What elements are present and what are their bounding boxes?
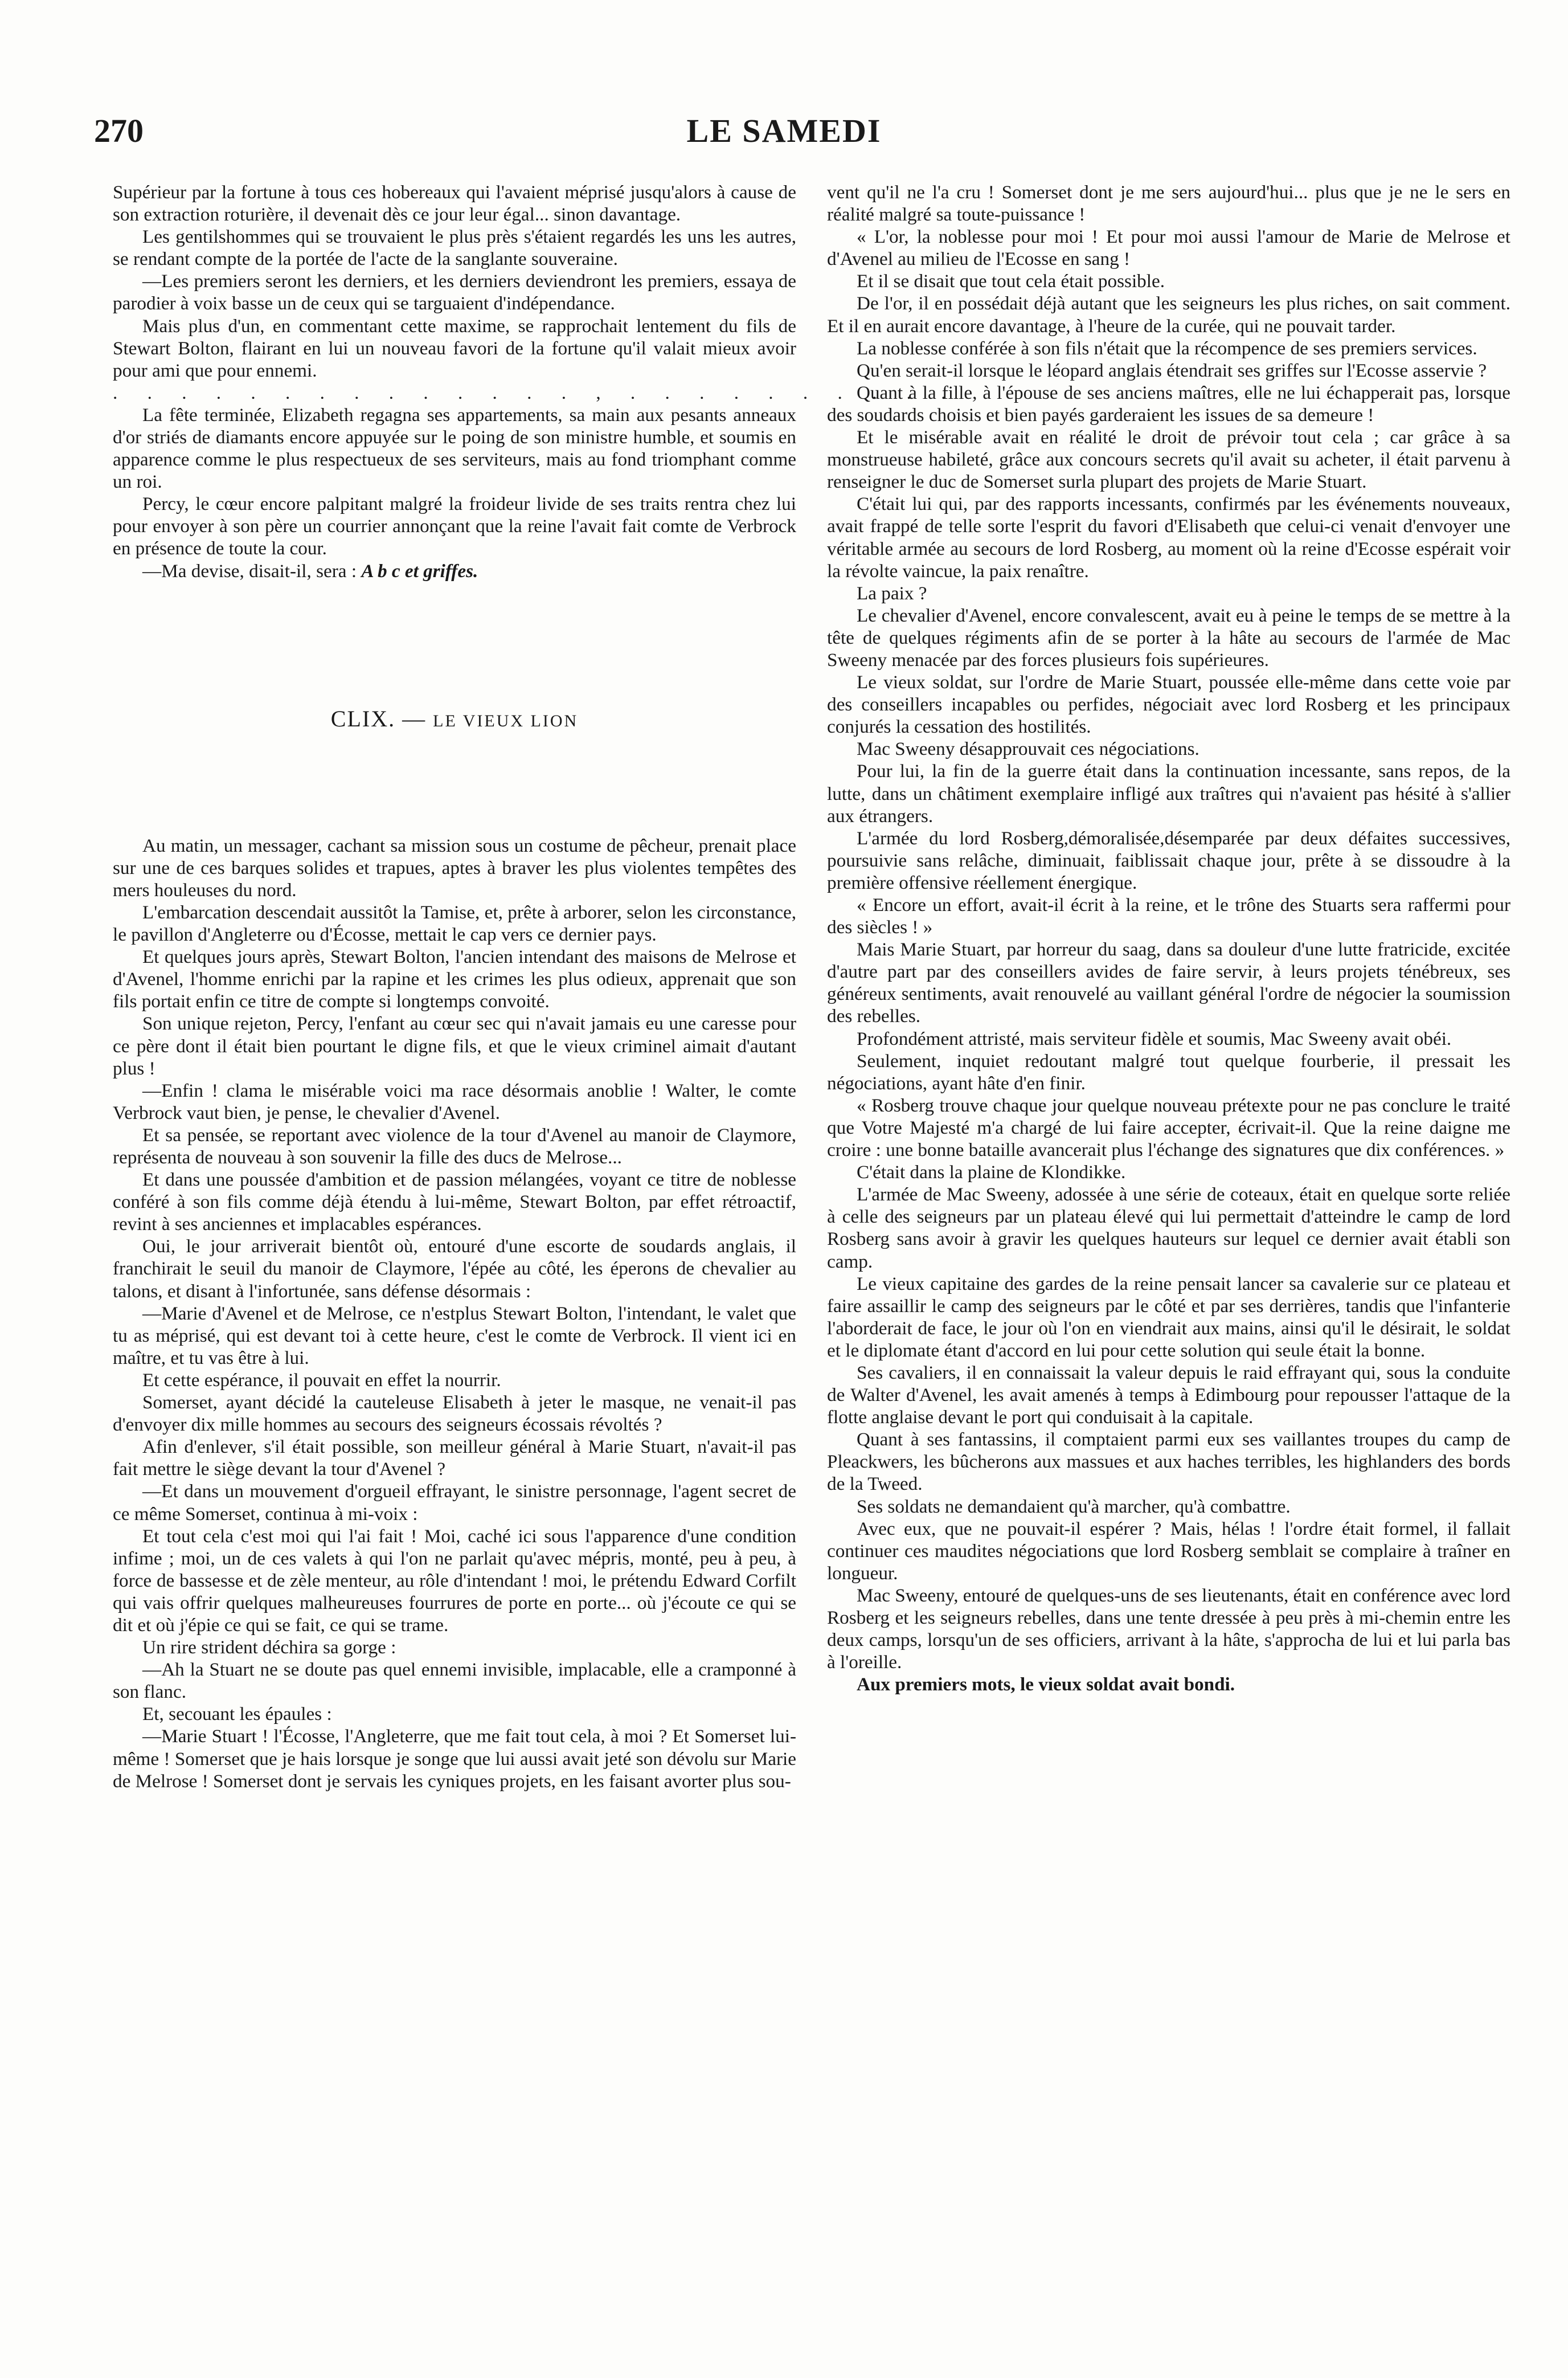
running-title: LE SAMEDI [686, 112, 882, 149]
paragraph: « Encore un effort, avait-il écrit à la reine, et le trône des Stuarts sera raffermi pour des siècles ! » [827, 894, 1510, 938]
motto-italic: A b c et griffes. [361, 560, 478, 582]
paragraph: —Marie Stuart ! l'Écosse, l'Angleterre, que me fait tout cela, à moi ? Et Somerset lui-même ! Somerset que je hais lorsque je songe que lui aussi avait jeté son dévolu sur Marie de Melrose ! Somerset dont je servais les cyniques projets, en les faisant avorter plus sou- [113, 1726, 796, 1792]
paragraph: C'était dans la plaine de Klondikke. [857, 1162, 1126, 1183]
paragraph: Quant à ses fantassins, il comptaient parmi eux ses vaillantes troupes du camp de Pleackwers, les bûcherons aux massues et aux haches terribles, les highlanders des bords de la Tweed. [827, 1429, 1510, 1495]
paragraph: Ses soldats ne demandaient qu'à marcher, qu'à combattre. [857, 1496, 1291, 1517]
paragraph: C'était lui qui, par des rapports incessants, confirmés par les événements nouveaux, avait frappé de telle sorte l'esprit du favori d'Elisabeth que celui-ci venait d'envoyer une véritable armée au secours de lord Rosberg, au moment où la reine d'Ecosse espérait voir la révolte vaincue, la paix renaître. [827, 493, 1510, 582]
paragraph: L'armée du lord Rosberg,démoralisée,désemparée par deux défaites successives, poursuivie sans relâche, diminuait, faiblissait chaque jour, prête à se dissoudre à la première offensive réellement énergique. [827, 827, 1510, 893]
paragraph: Et il se disait que tout cela était possible. [857, 271, 1165, 292]
paragraph: Supérieur par la fortune à tous ces hobereaux qui l'avaient méprisé jusqu'alors à cause de son extraction roturière, il devenait dès ce jour leur égal... sinon davantage. [113, 182, 796, 226]
paragraph: —Ah la Stuart ne se doute pas quel ennemi invisible, implacable, elle a cramponné à son flanc. [113, 1659, 796, 1703]
paragraph: Le vieux soldat, sur l'ordre de Marie Stuart, poussée elle-même dans cette voie par des conseillers incapables ou perfides, négociait avec lord Rosberg et les principaux conjurés la cessation des hostilités. [827, 672, 1510, 738]
paragraph: Et tout cela c'est moi qui l'ai fait ! Moi, caché ici sous l'apparence d'une condition infime ; moi, un de ces valets à qui l'on ne parlait qu'avec mépris, monté, peu à peu, à force de bassesse et de zèle menteur, au rôle d'intendant ! moi, le prétendu Edward Corfilt qui vais offrir quelques malheureuses fourrures de porte en porte... où j'écoute ce qui se dit et où j'épie ce qui se fait, ce qui se trame. [113, 1525, 796, 1636]
paragraph-final: Aux premiers mots, le vieux soldat avait bondi. [857, 1674, 1235, 1695]
paragraph: Afin d'enlever, s'il était possible, son meilleur général à Marie Stuart, n'avait-il pas fait mettre le siège devant la tour d'Avenel ? [113, 1436, 796, 1480]
paragraph: vent qu'il ne l'a cru ! Somerset dont je me sers aujourd'hui... plus que je ne le sers en réalité malgré sa toute-puissance ! [827, 182, 1510, 226]
motto-prefix: —Ma devise, disait-il, sera : [142, 560, 362, 582]
paragraph: Le chevalier d'Avenel, encore convalescent, avait eu à peine le temps de se mettre à la tête de quelques régiments afin de se porter à la hâte au secours de l'armée de Mac Sweeny menacée par des forces plusieurs fois supérieures. [827, 604, 1510, 671]
paragraph: —Et dans un mouvement d'orgueil effrayant, le sinistre personnage, l'agent secret de ce même Somerset, continua à mi-voix : [113, 1481, 796, 1525]
paragraph: Un rire strident déchira sa gorge : [142, 1637, 396, 1658]
chapter-number: CLIX. — [330, 705, 433, 732]
paragraph: Mais plus d'un, en commentant cette maxime, se rapprochait lentement du fils de Stewart Bolton, flairant en lui un nouveau favori de la fortune qu'il valait mieux avoir pour ami que pour ennemi. [113, 315, 796, 381]
paragraph: Seulement, inquiet redoutant malgré tout quelque fourberie, il pressait les négociations, ayant hâte d'en finir. [827, 1050, 1510, 1094]
page-number: 270 [94, 112, 144, 149]
paragraph: Et le misérable avait en réalité le droit de prévoir tout cela ; car grâce à sa monstrueuse habileté, grâce aux concours secrets qu'il avait su acheter, il était parvenu à renseigner le duc de Somerset surla plupart des projets de Marie Stuart. [827, 427, 1510, 493]
paragraph: La noblesse conférée à son fils n'était que la récompence de ses premiers services. [857, 337, 1477, 359]
paragraph: —Enfin ! clama le misérable voici ma race désormais anoblie ! Walter, le comte Verbrock vaut bien, je pense, le chevalier d'Avenel. [113, 1080, 796, 1123]
right-column [827, 181, 1510, 1695]
paragraph: —Les premiers seront les derniers, et les derniers deviendront les premiers, essaya de parodier à voix basse un de ceux qui se targuaient d'indépendance. [113, 271, 796, 314]
paragraph: Mac Sweeny désapprouvait ces négociations. [857, 738, 1199, 760]
paragraph: De l'or, il en possédait déjà autant que les seigneurs les plus riches, on sait comment. Et il en aurait encore davantage, à l'heure de la curée, qui ne pouvait tarder. [827, 293, 1510, 337]
paragraph: Mais Marie Stuart, par horreur du saag, dans sa douleur d'une lutte fratricide, excitée d'autre part par des conseillers avides de faire servir, à leurs projets ténébreux, ses généreux sentiments, avait renouvelé au vaillant général l'ordre de négocier la soumission des rebelles. [827, 939, 1510, 1027]
paragraph: Somerset, ayant décidé la cauteleuse Elisabeth à jeter le masque, ne venait-il pas d'envoyer dix mille hommes au secours des seigneurs écossais révoltés ? [113, 1392, 796, 1436]
paragraph: L'embarcation descendait aussitôt la Tamise, et, prête à arborer, selon les circonstance, le pavillon d'Angleterre ou d'Écosse, mettait le cap vers ce dernier pays. [113, 901, 796, 946]
paragraph: La fête terminée, Elizabeth regagna ses appartements, sa main aux pesants anneaux d'or striés de diamants encore appuyée sur le poing de son ministre humble, et soumis en apparence comme le plus respectueux de ses serviteurs, mais au fond triomphant comme un roi. [113, 404, 796, 493]
paragraph: Et sa pensée, se reportant avec violence de la tour d'Avenel au manoir de Claymore, représenta de nouveau à son souvenir la fille des ducs de Melrose... [113, 1124, 796, 1168]
paragraph: Et quelques jours après, Stewart Bolton, l'ancien intendant des maisons de Melrose et d'Avenel, l'homme enrichi par la rapine et les crimes les plus odieux, apprenait que son fils portait enfin ce titre de compte si longtemps convoité. [113, 946, 796, 1012]
paragraph: Et cette espérance, il pouvait en effet la nourrir. [142, 1369, 501, 1391]
chapter-heading [113, 705, 796, 732]
chapter-title: LE VIEUX LION [433, 711, 579, 730]
paragraph: Quant à la fille, à l'épouse de ses anciens maîtres, elle ne lui échapperait pas, lorsque des soudards choisis et bien payés garderaient les issues de sa demeure ! [827, 382, 1510, 426]
paragraph: Son unique rejeton, Percy, l'enfant au cœur sec qui n'avait jamais eu une caresse pour ce père dont il était bien pourtant le digne fils, et que le vieux criminel aimait d'autant plus ! [113, 1013, 796, 1079]
paragraph: Pour lui, la fin de la guerre était dans la continuation incessante, sans repos, de la lutte, dans un châtiment exemplaire infligé aux traîtres qui n'avaient pas hésité à s'allier aux étrangers. [827, 761, 1510, 827]
paragraph: « Rosberg trouve chaque jour quelque nouveau prétexte pour ne pas conclure le traité que Votre Majesté m'a chargé de lui faire accepter, écrivait-il. Que la reine daigne me croire : une bonne bataille avancerait plus l'échange des signatures que dix conférences. » [827, 1094, 1510, 1161]
paragraph: Ses cavaliers, il en connaissait la valeur depuis le raid effrayant qui, sous la conduite de Walter d'Avenel, les avait amenés à temps à Edimbourg pour repousser l'attaque de la flotte anglaise devant le port qui conduisait à la capitale. [827, 1362, 1510, 1428]
paragraph: La paix ? [857, 582, 927, 604]
paragraph: Le vieux capitaine des gardes de la reine pensait lancer sa cavalerie sur ce plateau et faire assaillir le camp des seigneurs par le côté et par ses derrières, tandis que l'infanterie l'aborderait de face, le jour où l'on en viendrait aux mains, ainsi qu'il le désirait, le soldat et le diplomate étant d'accord en lui pour cette solution qui seule était la bonne. [827, 1273, 1510, 1361]
paragraph: —Marie d'Avenel et de Melrose, ce n'estplus Stewart Bolton, l'intendant, le valet que tu as méprisé, qui est devant toi à cette heure, c'est le comte de Verbrock. Il vient ici en maître, et tu vas être à lui. [113, 1302, 796, 1368]
paragraph: Et dans une poussée d'ambition et de passion mélangées, voyant ce titre de noblesse conféré à son fils comme déjà étendu à lui-même, Stewart Bolton, par effet rétroactif, revint à ses anciennes et implacables espérances. [113, 1169, 796, 1235]
paragraph: Mac Sweeny, entouré de quelques-uns de ses lieutenants, était en conférence avec lord Rosberg et les seigneurs rebelles, dans une tente dressée à peu près à mi-chemin entre les deux camps, lorsqu'un de ses officiers, arrivant à la hâte, s'approcha de lui et lui parla bas à l'oreille. [827, 1584, 1510, 1673]
motto-line [113, 560, 796, 582]
section-separator: . . . . . . . . . . . . . . , . . . . . . . . . . [113, 382, 959, 403]
paragraph: Profondément attristé, mais serviteur fidèle et soumis, Mac Sweeny avait obéi. [857, 1028, 1452, 1049]
paragraph: Les gentilshommes qui se trouvaient le plus près s'étaient regardés les uns les autres, se rendant compte de la portée de l'acte de la sanglante souveraine. [113, 226, 796, 270]
paragraph: Percy, le cœur encore palpitant malgré la froideur livide de ses traits rentra chez lui pour envoyer à son père un courrier annonçant que la reine l'avait fait comte de Verbrock en présence de toute la cour. [113, 493, 796, 559]
paragraph: Qu'en serait-il lorsque le léopard anglais étendrait ses griffes sur l'Ecosse asservie ? [857, 359, 1487, 381]
paragraph: L'armée de Mac Sweeny, adossée à une série de coteaux, était en quelque sorte reliée à celle des seigneurs par un plateau élevé qui lui permettait d'atteindre le camp de lord Rosberg sans avoir à gravir les quelques hauteurs sur lequel ce dernier avait établi son camp. [827, 1184, 1510, 1272]
paragraph: Avec eux, que ne pouvait-il espérer ? Mais, hélas ! l'ordre était formel, il fallait continuer ces maudites négociations que lord Rosberg semblait se complaire à traîner en longueur. [827, 1518, 1510, 1584]
paragraph: Au matin, un messager, cachant sa mission sous un costume de pêcheur, prenait place sur une de ces barques solides et trapues, aptes à braver les plus violentes tempêtes des mers houleuses du nord. [113, 835, 796, 901]
paragraph: Oui, le jour arriverait bientôt où, entouré d'une escorte de soudards anglais, il franchirait le seuil du manoir de Claymore, l'épée au côté, les éperons de chevalier au talons, et disant à l'infortunée, sans défense désormais : [113, 1236, 796, 1302]
paragraph: « L'or, la noblesse pour moi ! Et pour moi aussi l'amour de Marie de Melrose et d'Avenel au milieu de l'Ecosse en sang ! [827, 226, 1510, 270]
paragraph: Et, secouant les épaules : [142, 1703, 332, 1725]
